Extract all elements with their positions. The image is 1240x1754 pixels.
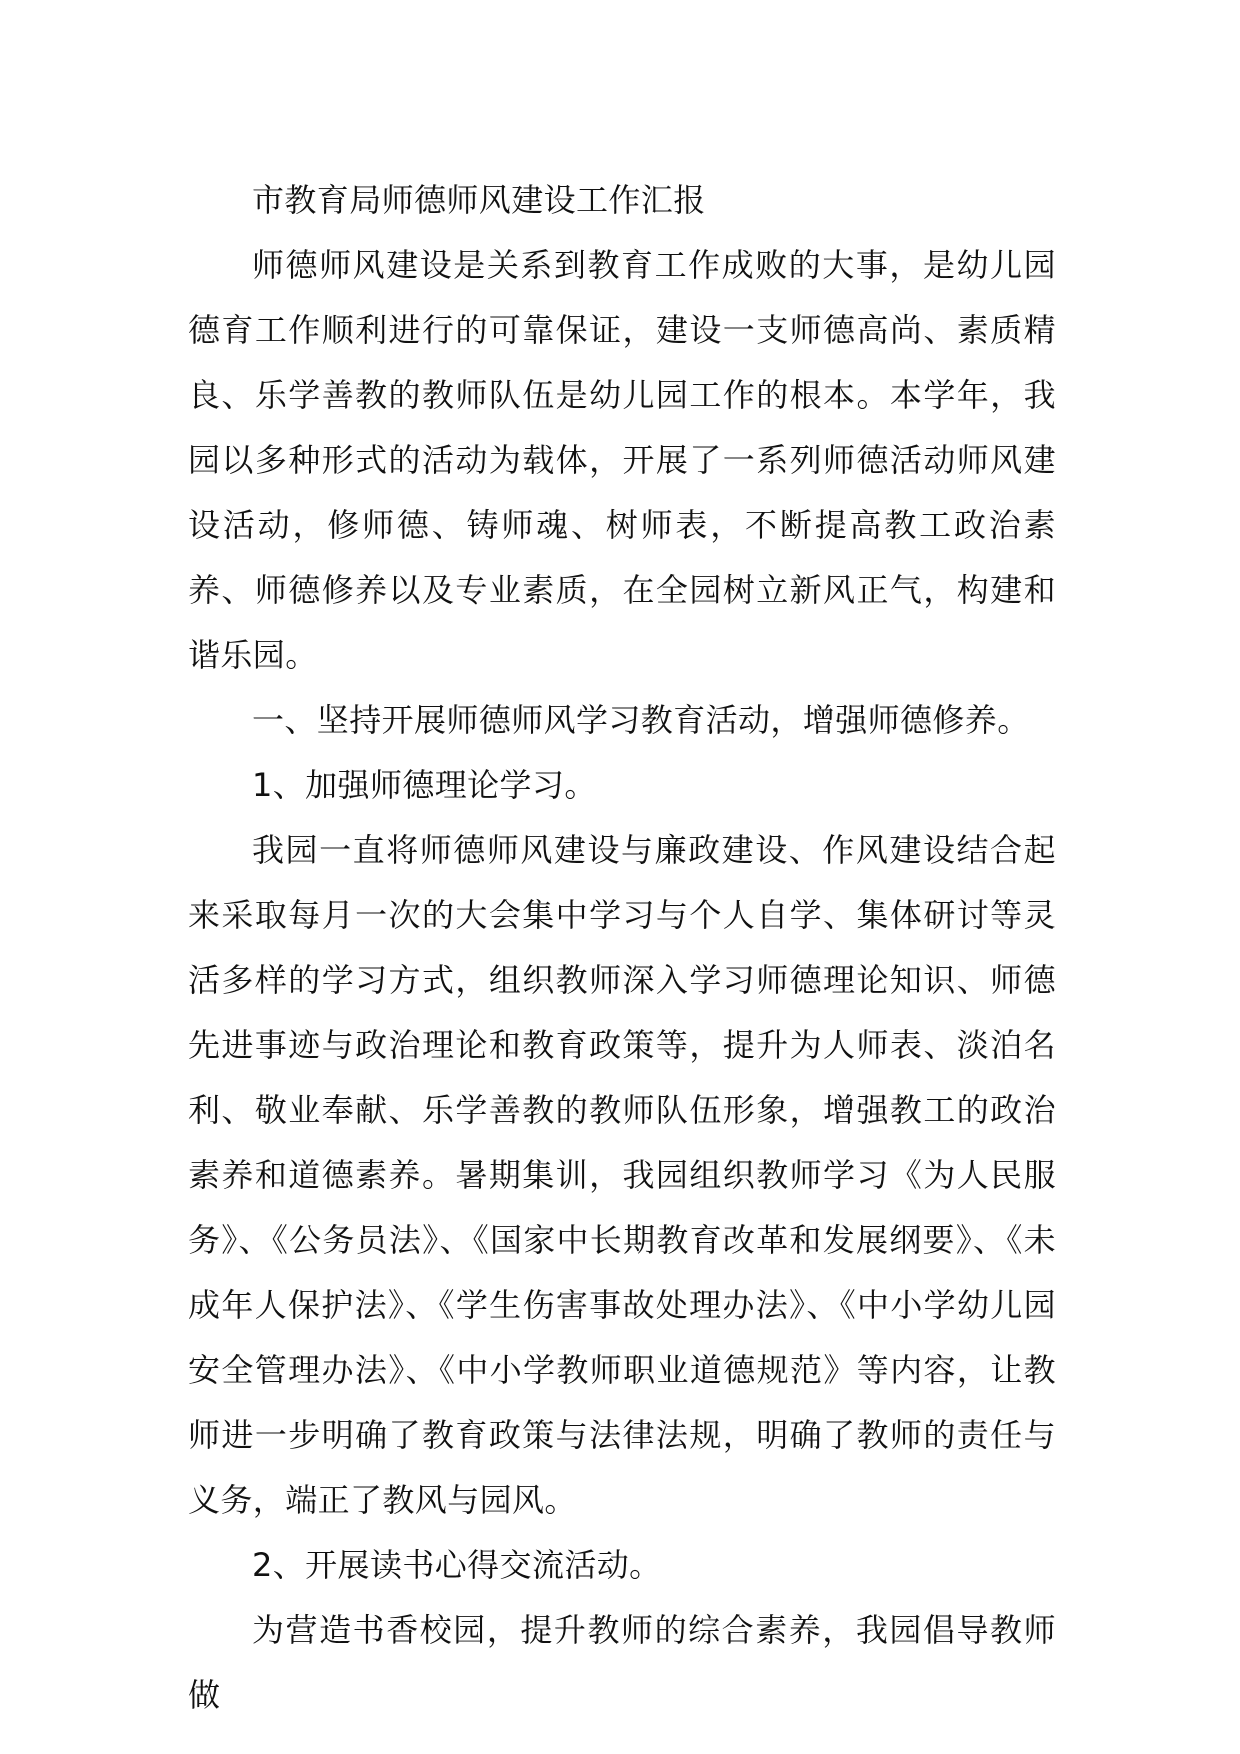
document-title: 市教育局师德师风建设工作汇报 (252, 181, 706, 219)
subsection-heading-2: 2、开展读书心得交流活动。 (252, 1546, 662, 1584)
paragraph-theory-study: 我园一直将师德师风建设与廉政建设、作风建设结合起来采取每月一次的大会集中学习与个人自学、集体研讨等灵活多样的学习方式，组织教师深入学习师德理论知识、师德先进事迹与政治理论和教育政策等，提升为人师表、淡泊名利、敬业奉献、乐学善教的教师队伍形象，增强教工的政治素养和道德素养。暑期集训，我园组织教师学习《为人民服务》、《公务员法》、《国家中长期教育改革和发展纲要》、《未成年人保护法》、《学生伤害事故处理办法》、《中小学幼儿园安全管理办法》、《中小学教师职业道德规范》等内容，让教师进一步明确了教育政策与法律法规，明确了教师的责任与义务，端正了教风与园风。 (188, 831, 1056, 1519)
paragraph-intro: 师德师风建设是关系到教育工作成败的大事，是幼儿园德育工作顺利进行的可靠保证，建设一支师德高尚、素质精良、乐学善教的教师队伍是幼儿园工作的根本。本学年，我园以多种形式的活动为载体，开展了一系列师德活动师风建设活动，修师德、铸师魂、树师表，不断提高教工政治素养、师德修养以及专业素质，在全园树立新风正气，构建和谐乐园。 (188, 246, 1056, 674)
document-body (188, 168, 1056, 1728)
paragraph-reading: 为营造书香校园，提升教师的综合素养，我园倡导教师做 (188, 1611, 1056, 1714)
subsection-heading-1: 1、加强师德理论学习。 (252, 766, 597, 804)
section-heading-1: 一、坚持开展师德师风学习教育活动，增强师德修养。 (252, 701, 1030, 739)
